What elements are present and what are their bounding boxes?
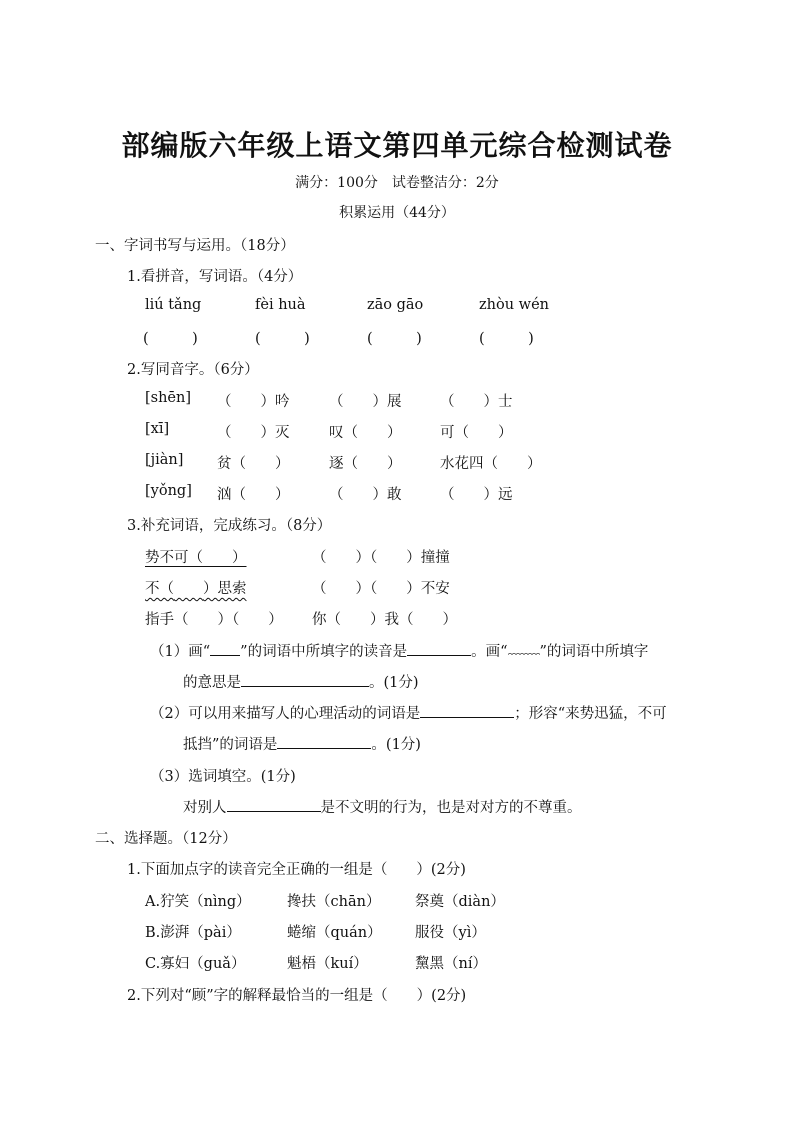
- answer-bracket-2[interactable]: ( ): [255, 331, 310, 347]
- answer-blank[interactable]: [227, 797, 321, 812]
- sub3-text: 选词填空。(1分): [188, 769, 296, 785]
- choice-word: A.狞笑（nìng）: [145, 894, 251, 910]
- q2-pinyin: [jiàn]: [145, 452, 184, 468]
- sub1-text: 。画“: [471, 644, 508, 660]
- answer-bracket-3[interactable]: ( ): [367, 331, 422, 347]
- q2-row: [145, 483, 705, 503]
- sub3-text: 是不文明的行为，也是对对方的不尊重。: [320, 800, 582, 816]
- q3-idiom[interactable]: 你（ ）我（ ）: [312, 612, 457, 628]
- pinyin-2: fèi huà: [255, 297, 306, 313]
- choice-word: 蜷缩（quán）: [287, 925, 382, 941]
- q3-wavy-mid: [174, 581, 203, 597]
- q3-heading: 3.补充词语，完成练习。（8分）: [127, 518, 332, 534]
- q3-idiom[interactable]: 指手（ ）（ ）: [145, 612, 283, 628]
- answer-blank[interactable]: [241, 672, 369, 687]
- q2-item[interactable]: 贫（ ）: [217, 456, 290, 472]
- sub2-text: 可以用来描写人的心理活动的词语是: [188, 706, 421, 722]
- q3-sub3-line1: [150, 765, 296, 786]
- q2-pinyin: [shēn]: [145, 390, 192, 406]
- q2-item[interactable]: （ ）灭: [217, 425, 290, 441]
- answer-blank[interactable]: [277, 734, 371, 749]
- choice-word: 黧黑（ní）: [415, 956, 487, 972]
- q2-row: [145, 452, 705, 472]
- answer-blank[interactable]: [407, 641, 471, 656]
- sub1-text: ”的词语中所填字: [539, 644, 649, 660]
- sub1-text: 。(1分): [369, 675, 419, 691]
- q2-item[interactable]: 可（ ）: [440, 425, 513, 441]
- pinyin-1: liú tǎng: [145, 297, 202, 313]
- choice-row[interactable]: [145, 890, 705, 910]
- sub2-text: 。(1分): [371, 737, 421, 753]
- q1-answer-row: [143, 327, 703, 347]
- q3-row: [145, 577, 705, 597]
- answer-bracket-4[interactable]: ( ): [479, 331, 534, 347]
- q3-wavy-pre: 不（: [145, 581, 174, 597]
- q3-idiom-wavy[interactable]: [145, 577, 247, 598]
- part1-heading: 一、字词书写与运用。（18分）: [95, 238, 295, 254]
- q2-item[interactable]: （ ）展: [329, 394, 402, 410]
- q2-pinyin: [xī]: [145, 421, 170, 437]
- answer-bracket-1[interactable]: ( ): [143, 331, 198, 347]
- sub1-text: 画“: [188, 644, 211, 660]
- choice-row[interactable]: [145, 952, 705, 972]
- sub1-text: ”的词语中所填字的读音是: [240, 644, 408, 660]
- sub1-text: 的意思是: [183, 675, 241, 691]
- choice-word: 搀扶（chān）: [287, 894, 381, 910]
- q3-sub1-line1: [150, 640, 648, 661]
- sub2-text: ；形容“来势迅猛，不可: [514, 706, 667, 722]
- choice-word: 祭奠（diàn）: [415, 894, 505, 910]
- q2-pinyin: [yǒng]: [145, 483, 192, 499]
- q3-idiom-underlined[interactable]: 势不可（ ）: [145, 550, 247, 566]
- exam-title: 部编版六年级上语文第四单元综合检测试卷: [121, 129, 673, 162]
- q3-idiom[interactable]: （ ）（ ）不安: [312, 581, 450, 597]
- q2-row: [145, 390, 705, 410]
- pinyin-3: zāo gāo: [367, 297, 424, 313]
- sub-num: （2）: [150, 706, 189, 722]
- q3-row: [145, 546, 705, 566]
- sub3-text: 对别人: [183, 800, 227, 816]
- q2-item[interactable]: 水花四（ ）: [440, 456, 542, 472]
- q3-sub3-line2: [183, 796, 582, 817]
- q1-pinyin-row: [145, 297, 705, 317]
- q2-row: [145, 421, 705, 441]
- q1-heading: 1.看拼音，写词语。（4分）: [127, 269, 303, 285]
- p2q1-heading: 1.下面加点字的读音完全正确的一组是（ ）(2分): [127, 862, 466, 878]
- q3-wavy-post: ）思索: [203, 581, 247, 597]
- q3-sub2-line1: [150, 702, 667, 723]
- sub-num: （1）: [150, 644, 189, 660]
- sub-num: （3）: [150, 769, 189, 785]
- q3-idiom[interactable]: （ ）（ ）撞撞: [312, 550, 450, 566]
- section-title: 积累运用（44分）: [339, 205, 455, 221]
- pinyin-4: zhòu wén: [479, 297, 549, 313]
- q2-item[interactable]: （ ）士: [440, 394, 513, 410]
- part2-heading: 二、选择题。（12分）: [95, 831, 237, 847]
- q2-heading: 2.写同音字。（6分）: [127, 362, 259, 378]
- underline-marker: [210, 641, 240, 656]
- q2-item[interactable]: 逐（ ）: [329, 456, 402, 472]
- q2-item[interactable]: 汹（ ）: [217, 487, 290, 503]
- choice-word: 魁梧（kuí）: [287, 956, 368, 972]
- wavy-marker: [508, 646, 540, 656]
- choice-word: C.寡妇（guǎ）: [145, 956, 246, 972]
- q3-sub1-line2: [183, 671, 419, 692]
- q2-item[interactable]: （ ）敢: [329, 487, 402, 503]
- q2-item[interactable]: （ ）远: [440, 487, 513, 503]
- answer-blank[interactable]: [420, 703, 514, 718]
- choice-row[interactable]: [145, 921, 705, 941]
- sub2-text: 抵挡”的词语是: [183, 737, 278, 753]
- q3-sub2-line2: [183, 733, 421, 754]
- q3-row: [145, 608, 705, 628]
- q2-item[interactable]: 叹（ ）: [329, 425, 402, 441]
- choice-word: B.澎湃（pài）: [145, 925, 241, 941]
- q2-item[interactable]: （ ）吟: [217, 394, 290, 410]
- exam-subtitle: 满分：100分 试卷整洁分：2分: [295, 175, 499, 191]
- choice-word: 服役（yì）: [415, 925, 486, 941]
- p2q2-heading: 2.下列对“顾”字的解释最恰当的一组是（ ）(2分): [127, 988, 467, 1004]
